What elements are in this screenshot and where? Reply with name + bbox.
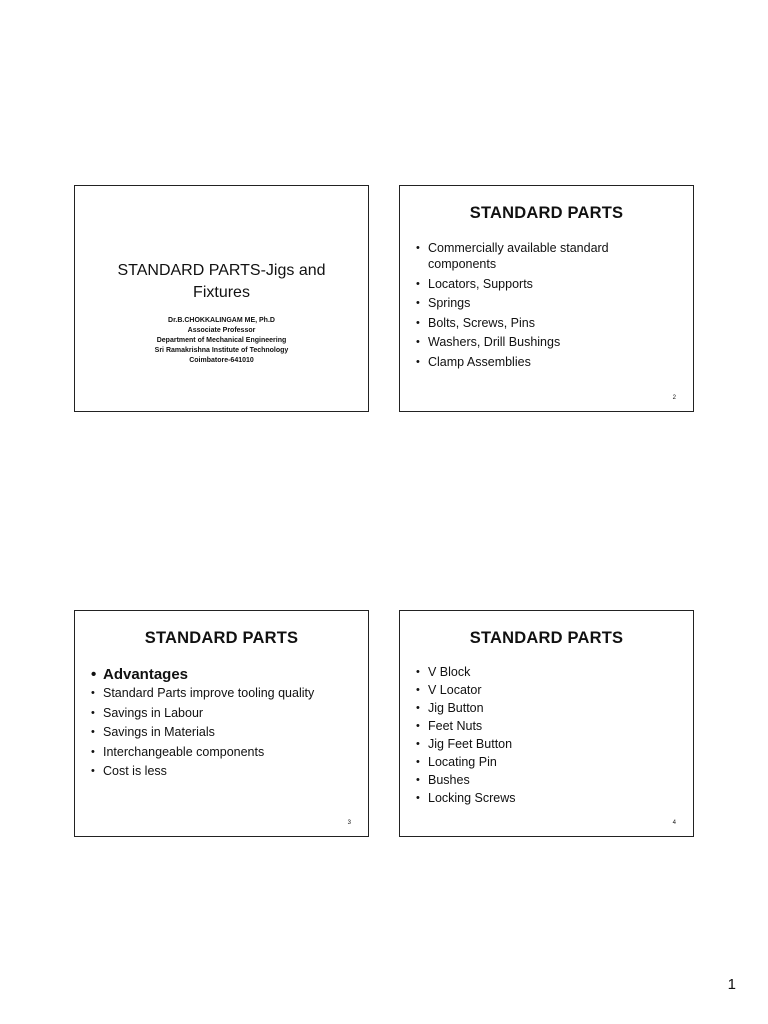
author-location: Coimbatore-641010 xyxy=(189,357,254,364)
bullet-item: • Locating Pin xyxy=(416,754,679,770)
author-block xyxy=(75,316,368,366)
bullet-item: • Locking Screws xyxy=(416,790,679,806)
slide-advantages xyxy=(74,610,369,837)
author-institute: Sri Ramakrishna Institute of Technology xyxy=(154,347,289,354)
author-role: Associate Professor xyxy=(187,327,256,334)
presentation-title: STANDARD PARTS-Jigs and Fixtures xyxy=(117,262,326,301)
bullet-item: • Feet Nuts xyxy=(416,718,679,734)
bullet-list xyxy=(91,685,354,783)
bullet-item: • Standard Parts improve tooling quality xyxy=(91,685,354,701)
advantages-label: Advantages xyxy=(103,666,189,683)
bullet-list xyxy=(416,664,679,808)
slide-heading: STANDARD PARTS xyxy=(469,204,624,222)
bullet-item: • Clamp Assemblies xyxy=(416,354,679,370)
bullet-item: • Jig Button xyxy=(416,700,679,716)
slide-standard-parts-list xyxy=(399,185,694,412)
slide-number: 4 xyxy=(672,820,676,826)
slide-heading: STANDARD PARTS xyxy=(469,629,624,647)
bullet-item: • Commercially available standard components xyxy=(416,240,679,272)
slide-title xyxy=(74,185,369,412)
bullet-list xyxy=(416,240,679,373)
author-name: Dr.B.CHOKKALINGAM ME, Ph.D xyxy=(168,317,275,324)
bullet-item: • Savings in Materials xyxy=(91,724,354,740)
slide-standard-parts-items xyxy=(399,610,694,837)
bullet-item: • Washers, Drill Bushings xyxy=(416,334,679,350)
bullet-item: • Bolts, Screws, Pins xyxy=(416,315,679,331)
bullet-item: • Jig Feet Button xyxy=(416,736,679,752)
bullet-item: • V Block xyxy=(416,664,679,680)
bullet-item: • Savings in Labour xyxy=(91,705,354,721)
title-block xyxy=(75,260,368,366)
page-number: 1 xyxy=(727,976,736,993)
author-department: Department of Mechanical Engineering xyxy=(156,337,287,344)
bullet-item: • Bushes xyxy=(416,772,679,788)
bullet-item: • Interchangeable components xyxy=(91,744,354,760)
bullet-item: • V Locator xyxy=(416,682,679,698)
bullet-item: • Cost is less xyxy=(91,763,354,779)
advantages-heading xyxy=(91,666,188,683)
slide-number: 2 xyxy=(672,395,676,401)
bullet-item: • Springs xyxy=(416,295,679,311)
slide-number: 3 xyxy=(347,820,351,826)
slide-heading: STANDARD PARTS xyxy=(144,629,299,647)
bullet-dot: • xyxy=(91,666,97,683)
bullet-item: • Locators, Supports xyxy=(416,276,679,292)
